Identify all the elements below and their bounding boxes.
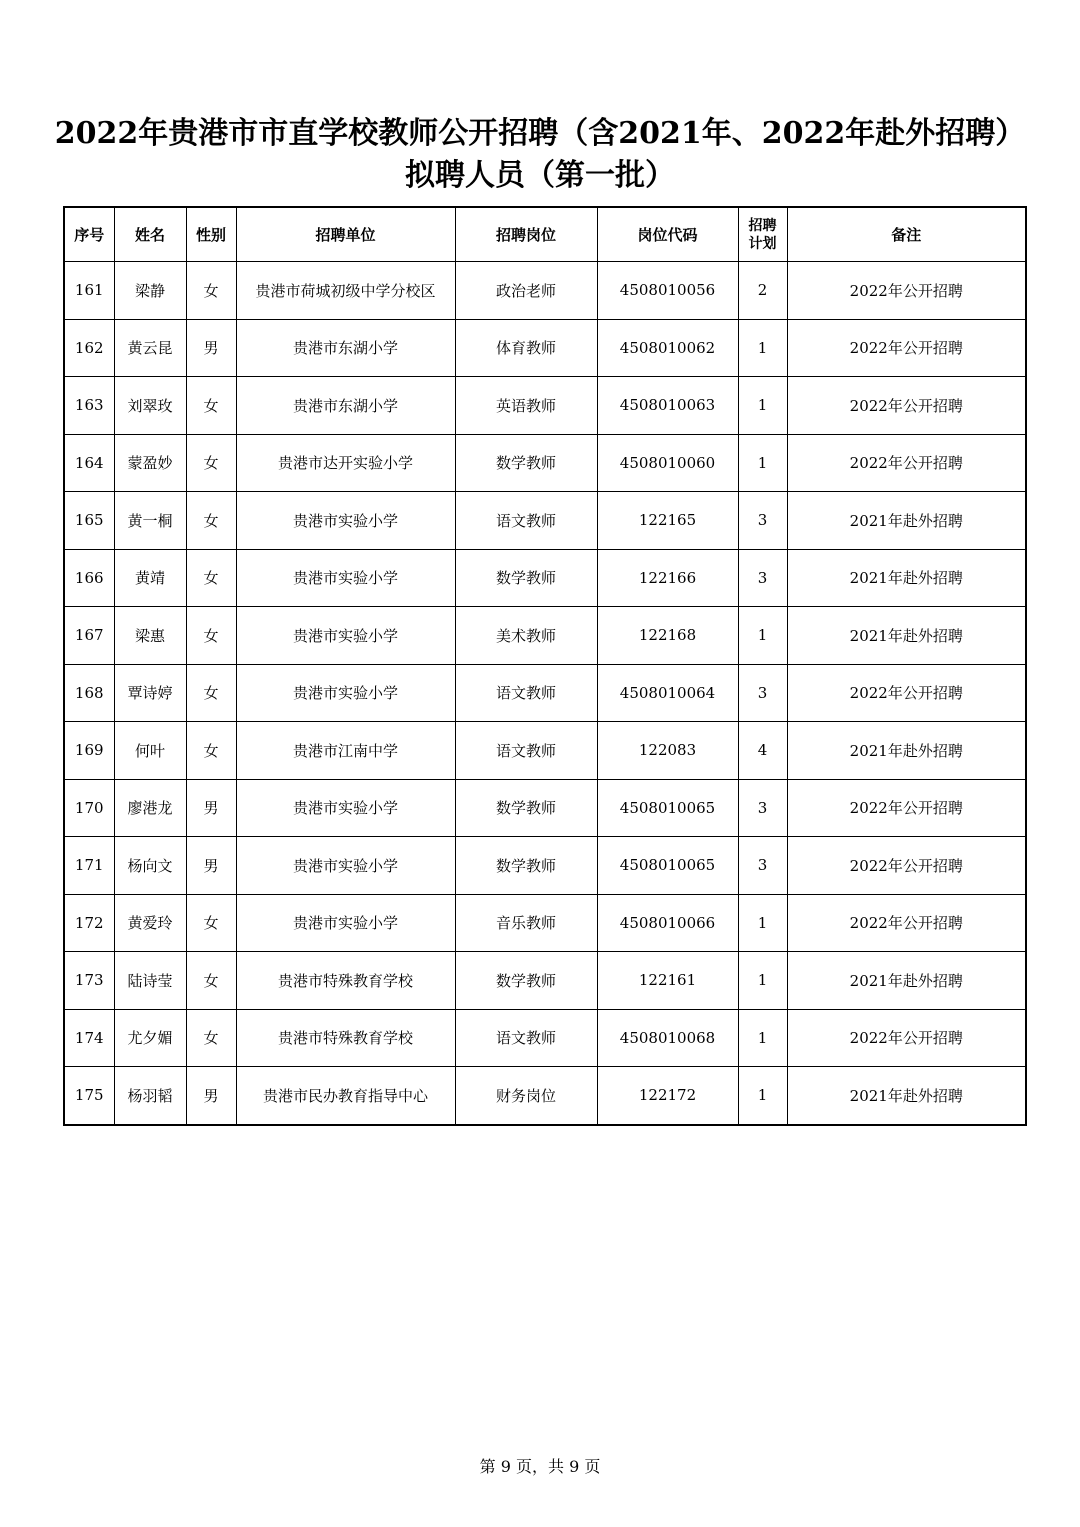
cell-name: 刘翠玫 (114, 377, 186, 435)
cell-post: 数学教师 (455, 779, 597, 837)
cell-remark: 2021年赴外招聘 (787, 722, 1026, 780)
cell-post: 音乐教师 (455, 894, 597, 952)
cell-name: 杨向文 (114, 837, 186, 895)
cell-post: 语文教师 (455, 664, 597, 722)
table-row (64, 319, 1026, 377)
header-code: 岗位代码 (597, 207, 738, 262)
table-body (64, 262, 1026, 1125)
cell-plan: 1 (738, 952, 787, 1010)
cell-name: 黄靖 (114, 549, 186, 607)
table-header-row (64, 207, 1026, 262)
cell-plan: 1 (738, 1009, 787, 1067)
cell-code: 122161 (597, 952, 738, 1010)
cell-gender: 女 (186, 1009, 236, 1067)
cell-gender: 女 (186, 434, 236, 492)
cell-plan: 1 (738, 1067, 787, 1125)
cell-code: 122165 (597, 492, 738, 550)
cell-name: 覃诗婷 (114, 664, 186, 722)
cell-unit: 贵港市特殊教育学校 (236, 952, 455, 1010)
table-row (64, 1009, 1026, 1067)
cell-seq: 171 (64, 837, 114, 895)
cell-gender: 女 (186, 492, 236, 550)
cell-code: 4508010060 (597, 434, 738, 492)
page-footer: 第 9 页，共 9 页 (479, 1457, 601, 1476)
header-seq: 序号 (64, 207, 114, 262)
cell-seq: 161 (64, 262, 114, 320)
cell-plan: 1 (738, 894, 787, 952)
cell-remark: 2022年公开招聘 (787, 262, 1026, 320)
document-title-line1: 2022年贵港市市直学校教师公开招聘（含2021年、2022年赴外招聘） (54, 116, 1026, 151)
cell-gender: 男 (186, 779, 236, 837)
cell-code: 122172 (597, 1067, 738, 1125)
cell-unit: 贵港市实验小学 (236, 779, 455, 837)
table-row (64, 722, 1026, 780)
cell-seq: 167 (64, 607, 114, 665)
cell-post: 数学教师 (455, 952, 597, 1010)
cell-plan: 3 (738, 664, 787, 722)
cell-remark: 2022年公开招聘 (787, 434, 1026, 492)
table-row (64, 779, 1026, 837)
cell-unit: 贵港市东湖小学 (236, 319, 455, 377)
cell-unit: 贵港市实验小学 (236, 894, 455, 952)
cell-post: 数学教师 (455, 434, 597, 492)
cell-seq: 169 (64, 722, 114, 780)
cell-gender: 女 (186, 722, 236, 780)
table-row (64, 434, 1026, 492)
table-row (64, 1067, 1026, 1125)
cell-post: 美术教师 (455, 607, 597, 665)
cell-seq: 165 (64, 492, 114, 550)
cell-post: 语文教师 (455, 492, 597, 550)
cell-unit: 贵港市实验小学 (236, 492, 455, 550)
cell-seq: 163 (64, 377, 114, 435)
cell-code: 122166 (597, 549, 738, 607)
cell-code: 4508010065 (597, 779, 738, 837)
table-row (64, 377, 1026, 435)
table-row (64, 664, 1026, 722)
cell-seq: 162 (64, 319, 114, 377)
cell-gender: 男 (186, 837, 236, 895)
cell-remark: 2022年公开招聘 (787, 1009, 1026, 1067)
cell-gender: 女 (186, 549, 236, 607)
table-row (64, 549, 1026, 607)
cell-gender: 男 (186, 1067, 236, 1125)
cell-code: 4508010066 (597, 894, 738, 952)
cell-plan: 2 (738, 262, 787, 320)
cell-post: 财务岗位 (455, 1067, 597, 1125)
cell-plan: 1 (738, 607, 787, 665)
cell-unit: 贵港市实验小学 (236, 607, 455, 665)
table-row (64, 262, 1026, 320)
header-name: 姓名 (114, 207, 186, 262)
cell-unit: 贵港市实验小学 (236, 837, 455, 895)
cell-gender: 女 (186, 262, 236, 320)
cell-plan: 3 (738, 837, 787, 895)
cell-remark: 2022年公开招聘 (787, 779, 1026, 837)
header-plan (738, 207, 787, 262)
cell-code: 4508010056 (597, 262, 738, 320)
cell-gender: 女 (186, 952, 236, 1010)
cell-code: 122168 (597, 607, 738, 665)
cell-code: 4508010063 (597, 377, 738, 435)
cell-unit: 贵港市特殊教育学校 (236, 1009, 455, 1067)
header-gender: 性别 (186, 207, 236, 262)
cell-seq: 164 (64, 434, 114, 492)
cell-remark: 2021年赴外招聘 (787, 607, 1026, 665)
cell-remark: 2022年公开招聘 (787, 319, 1026, 377)
cell-code: 4508010065 (597, 837, 738, 895)
cell-post: 数学教师 (455, 549, 597, 607)
cell-seq: 168 (64, 664, 114, 722)
document-title-line2: 拟聘人员（第一批） (405, 158, 675, 193)
cell-name: 黄云昆 (114, 319, 186, 377)
cell-gender: 女 (186, 607, 236, 665)
cell-name: 梁静 (114, 262, 186, 320)
cell-unit: 贵港市实验小学 (236, 664, 455, 722)
cell-gender: 女 (186, 377, 236, 435)
cell-name: 梁惠 (114, 607, 186, 665)
table-row (64, 607, 1026, 665)
cell-remark: 2022年公开招聘 (787, 664, 1026, 722)
cell-gender: 女 (186, 664, 236, 722)
cell-unit: 贵港市江南中学 (236, 722, 455, 780)
cell-unit: 贵港市达开实验小学 (236, 434, 455, 492)
header-remark: 备注 (787, 207, 1026, 262)
cell-post: 语文教师 (455, 1009, 597, 1067)
cell-plan: 1 (738, 319, 787, 377)
cell-post: 英语教师 (455, 377, 597, 435)
cell-plan: 1 (738, 434, 787, 492)
cell-name: 陆诗莹 (114, 952, 186, 1010)
cell-code: 4508010068 (597, 1009, 738, 1067)
cell-unit: 贵港市东湖小学 (236, 377, 455, 435)
table-row (64, 952, 1026, 1010)
cell-seq: 170 (64, 779, 114, 837)
cell-code: 4508010062 (597, 319, 738, 377)
header-unit: 招聘单位 (236, 207, 455, 262)
header-plan-line2: 计划 (748, 235, 777, 252)
cell-plan: 4 (738, 722, 787, 780)
cell-name: 黄一桐 (114, 492, 186, 550)
cell-unit: 贵港市实验小学 (236, 549, 455, 607)
cell-unit: 贵港市民办教育指导中心 (236, 1067, 455, 1125)
cell-remark: 2022年公开招聘 (787, 837, 1026, 895)
cell-name: 廖港龙 (114, 779, 186, 837)
cell-remark: 2021年赴外招聘 (787, 1067, 1026, 1125)
header-post: 招聘岗位 (455, 207, 597, 262)
cell-unit: 贵港市荷城初级中学分校区 (236, 262, 455, 320)
cell-remark: 2021年赴外招聘 (787, 549, 1026, 607)
cell-name: 尤夕媚 (114, 1009, 186, 1067)
cell-plan: 3 (738, 549, 787, 607)
cell-code: 4508010064 (597, 664, 738, 722)
cell-plan: 3 (738, 779, 787, 837)
cell-seq: 175 (64, 1067, 114, 1125)
cell-name: 何叶 (114, 722, 186, 780)
cell-name: 黄爱玲 (114, 894, 186, 952)
cell-remark: 2021年赴外招聘 (787, 952, 1026, 1010)
cell-plan: 1 (738, 377, 787, 435)
hires-table (63, 206, 1027, 1126)
table-row (64, 894, 1026, 952)
cell-name: 杨羽韬 (114, 1067, 186, 1125)
cell-remark: 2022年公开招聘 (787, 377, 1026, 435)
cell-remark: 2021年赴外招聘 (787, 492, 1026, 550)
cell-plan: 3 (738, 492, 787, 550)
table-row (64, 837, 1026, 895)
cell-post: 政治老师 (455, 262, 597, 320)
cell-seq: 173 (64, 952, 114, 1010)
cell-seq: 166 (64, 549, 114, 607)
header-plan-line1: 招聘 (748, 217, 777, 234)
cell-code: 122083 (597, 722, 738, 780)
cell-name: 蒙盈妙 (114, 434, 186, 492)
cell-gender: 女 (186, 894, 236, 952)
cell-gender: 男 (186, 319, 236, 377)
cell-post: 语文教师 (455, 722, 597, 780)
cell-remark: 2022年公开招聘 (787, 894, 1026, 952)
table-row (64, 492, 1026, 550)
cell-post: 数学教师 (455, 837, 597, 895)
cell-seq: 172 (64, 894, 114, 952)
cell-post: 体育教师 (455, 319, 597, 377)
cell-seq: 174 (64, 1009, 114, 1067)
